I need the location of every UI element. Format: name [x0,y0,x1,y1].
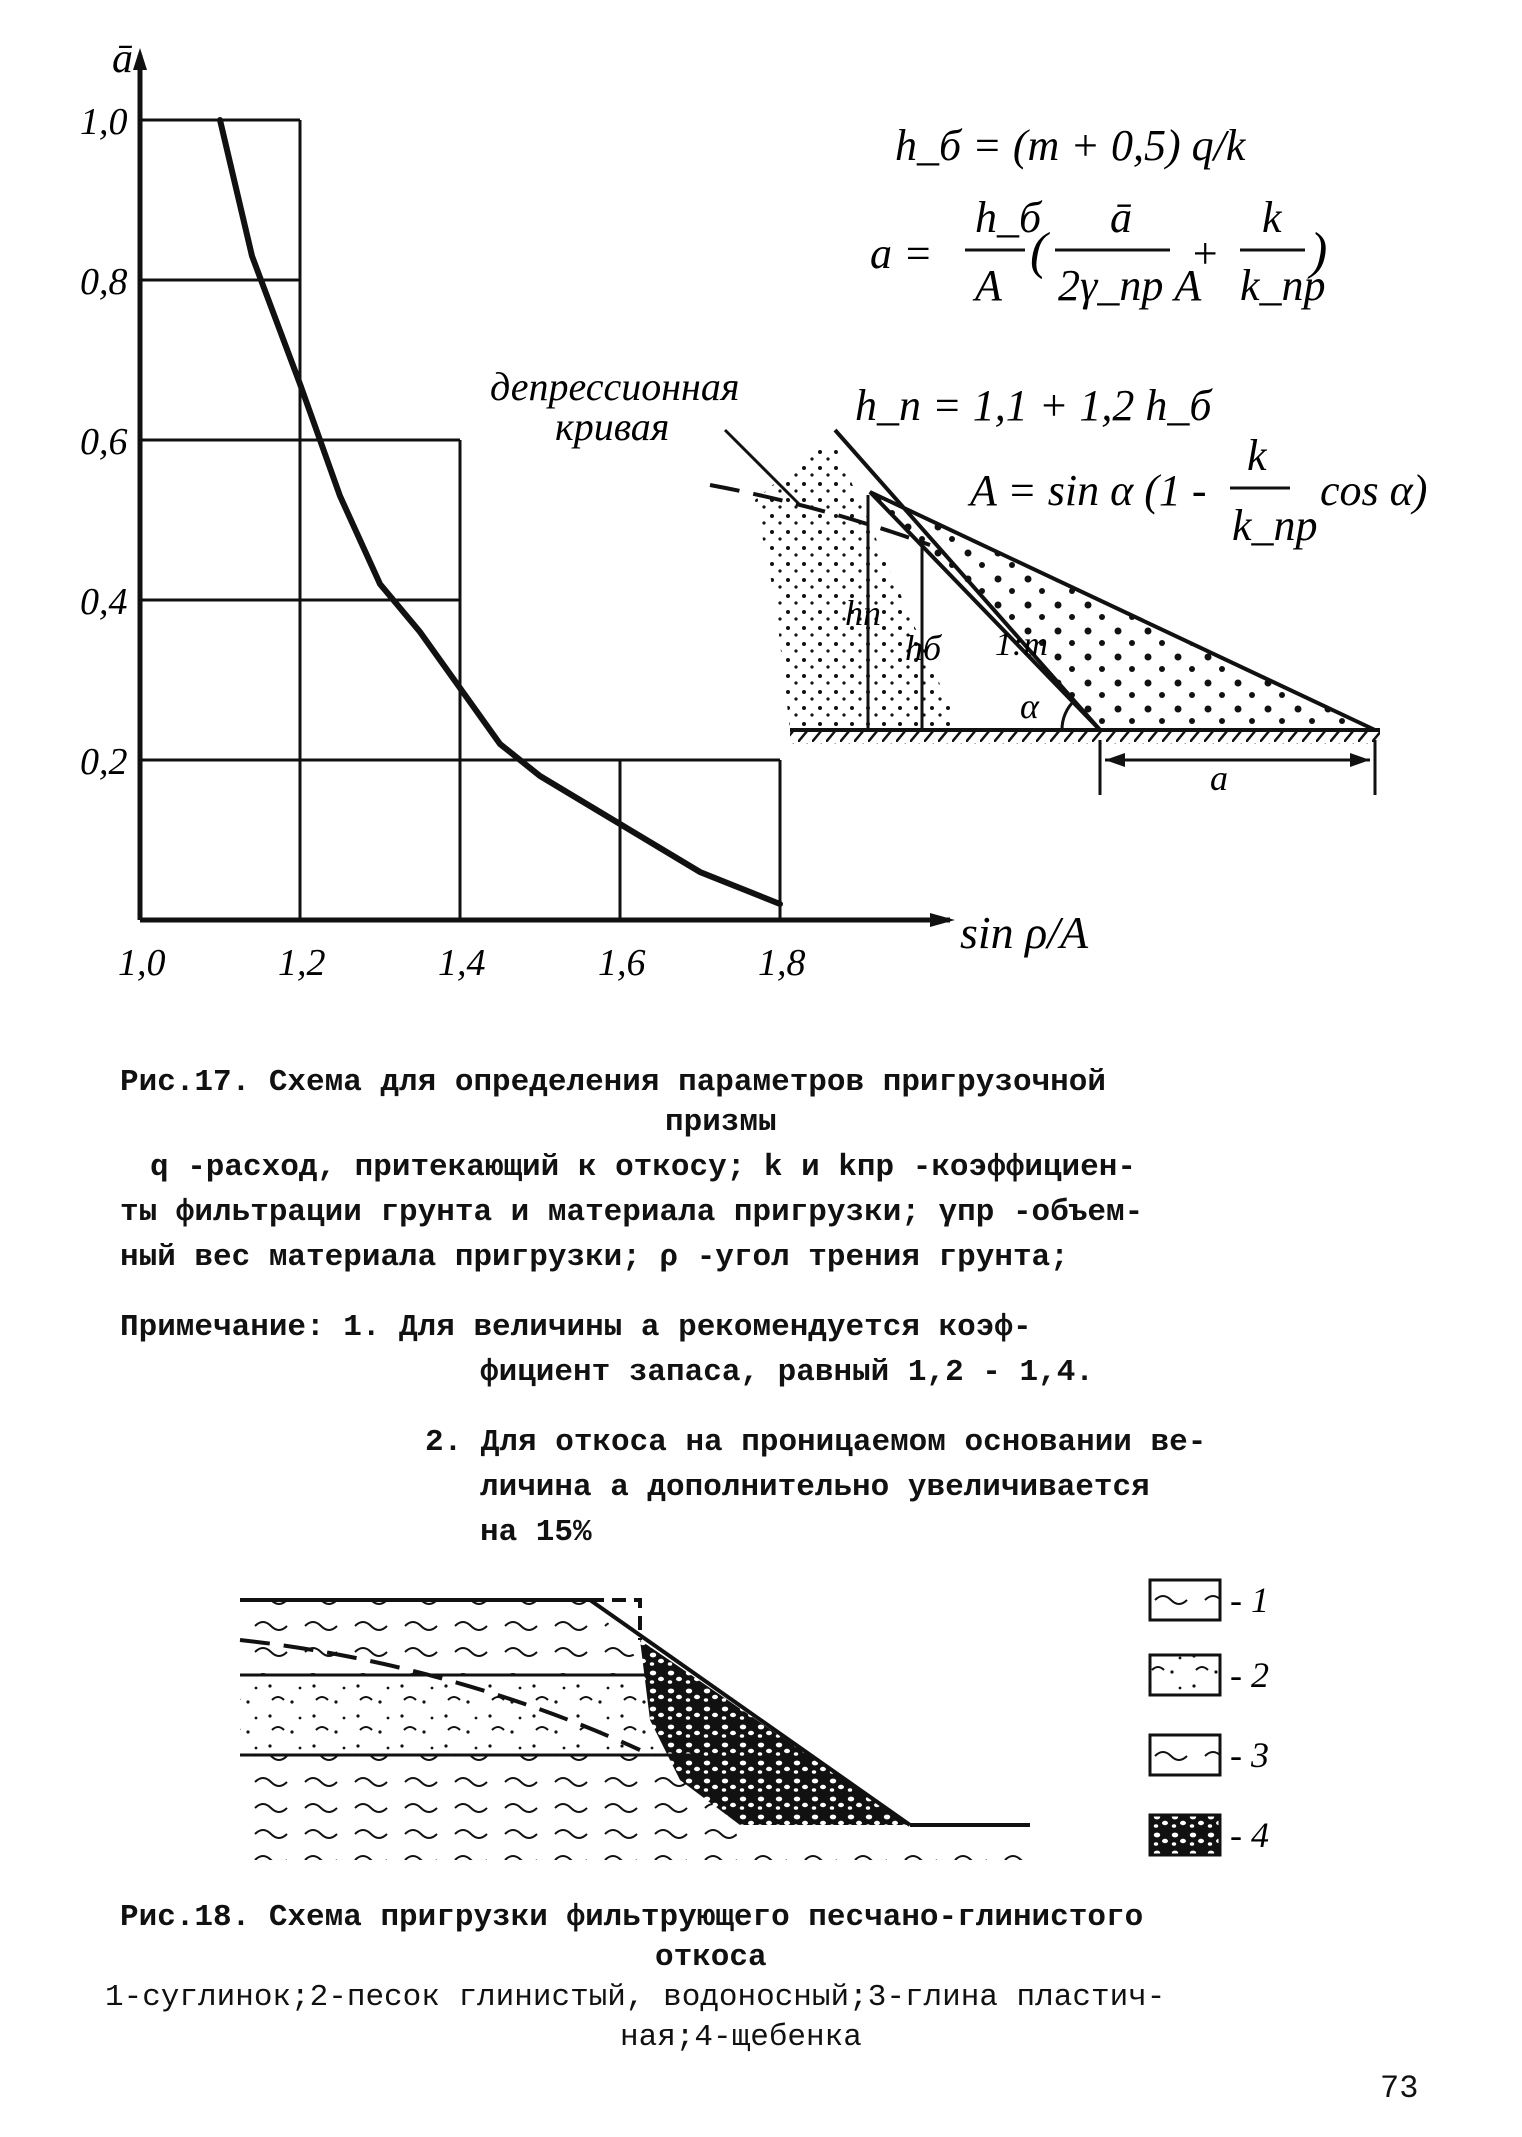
curve-label-2: кривая [555,404,670,449]
legend-swatch-1 [1150,1580,1220,1620]
note-1-line-2: фициент запаса, равный 1,2 - 1,4. [480,1355,1094,1390]
formula-a-frac1-num: h_б [975,193,1042,242]
legend-num-3: - 3 [1230,1735,1269,1775]
caption-18-legend-1: 1-суглинок;2-песок глинистый, водоносный;3-глина пластич- [105,1980,1166,2015]
formula-a-frac2-num: ā [1110,193,1132,242]
legend-num-4: - 4 [1230,1815,1269,1855]
x-axis-arrow [930,913,955,927]
caption-17-legend-3: ный вес материала пригрузки; ρ -угол трения грунта; [120,1240,1069,1275]
note-2-line-1: 2. Для откоса на проницаемом основании ве- [425,1425,1207,1460]
formulas [855,121,1427,550]
legend-num-2: - 2 [1230,1655,1269,1695]
legend-swatch-4 [1150,1815,1220,1855]
chart-grid [140,120,780,920]
note-2-line-3: на 15% [480,1515,592,1550]
caption-17-title: Рис.17. Схема для определения параметров пригрузочной [120,1065,1106,1100]
y-tick-label-0: 1,0 [80,101,128,143]
caption-17-title-cont: призмы [665,1105,777,1140]
note-1-line-1: Примечание: 1. Для величины a рекомендуется коэф- [120,1310,1032,1345]
formula-a-frac3-num: k [1262,193,1282,242]
formula-A-lhs: A = sin α (1 - [970,466,1207,515]
caption-18-title-cont: откоса [655,1940,767,1975]
curve-label-1: депрессионная [490,364,740,409]
formula-A-den: k_пр [1232,501,1318,550]
formula-a-plus: + [1190,229,1220,278]
formula-A-rhs: cos α) [1320,466,1428,515]
formula-hb: h_б = (m + 0,5) q/k [895,121,1246,170]
legend-swatch-3 [1150,1735,1220,1775]
y-tick-label-2: 0,6 [80,421,128,463]
x-axis-label: sin ρ/A [960,907,1089,958]
caption-18-legend-2: ная;4-щебенка [620,2020,862,2055]
soil-region [755,445,960,730]
formula-hn: h_п = 1,1 + 1,2 h_б [855,381,1212,430]
label-slope: 1:m [995,626,1048,663]
label-alpha: α [1020,686,1039,726]
formula-a-frac1-den: A [975,261,1002,310]
caption-17-legend-2: ты фильтрации грунта и материала пригрузки; γпр -объем- [120,1195,1144,1230]
layer-1-loam [240,1600,650,1675]
figure-18 [0,1560,1522,1920]
svg-text:(: ( [1030,223,1048,280]
svg-text:): ) [1310,223,1328,280]
caption-17-legend-1: q -расход, притекающий к откосу; k и kпр -коэффициен- [150,1150,1136,1185]
label-hn: hп [845,593,881,633]
caption-18-title: Рис.18. Схема пригрузки фильтрующего песчано-глинистого [120,1900,1144,1935]
formula-a-frac2-den: 2γ_пр A [1058,261,1202,310]
y-axis-arrow [133,48,147,70]
x-tick-label-4: 1,8 [758,942,806,984]
series-curve [220,120,780,904]
legend-swatch-2 [1150,1655,1220,1695]
x-tick-label-2: 1,4 [438,942,486,984]
y-tick-label-4: 0,2 [80,741,128,783]
layer-3-clay [240,1755,1030,1860]
chart-ticks [80,101,806,984]
formula-a-frac3-den: k_пр [1240,261,1326,310]
x-tick-label-1: 1,2 [278,942,326,984]
chart-a-vs-sin [80,36,1089,984]
label-a: a [1210,758,1228,798]
formula-A-num: k [1247,431,1267,480]
formula-a-lhs: a = [870,229,933,278]
y-tick-label-3: 0,4 [80,581,128,623]
label-hb: hб [905,628,942,668]
x-tick-label-3: 1,6 [598,942,646,984]
figure-17 [0,0,1522,1000]
note-2-line-2: личина a дополнительно увеличивается [480,1470,1150,1505]
y-axis-label: ā [112,36,133,82]
page-number: 73 [1380,2070,1419,2107]
legend-num-1: - 1 [1230,1580,1269,1620]
y-tick-label-1: 0,8 [80,261,128,303]
x-tick-label-0: 1,0 [118,942,166,984]
